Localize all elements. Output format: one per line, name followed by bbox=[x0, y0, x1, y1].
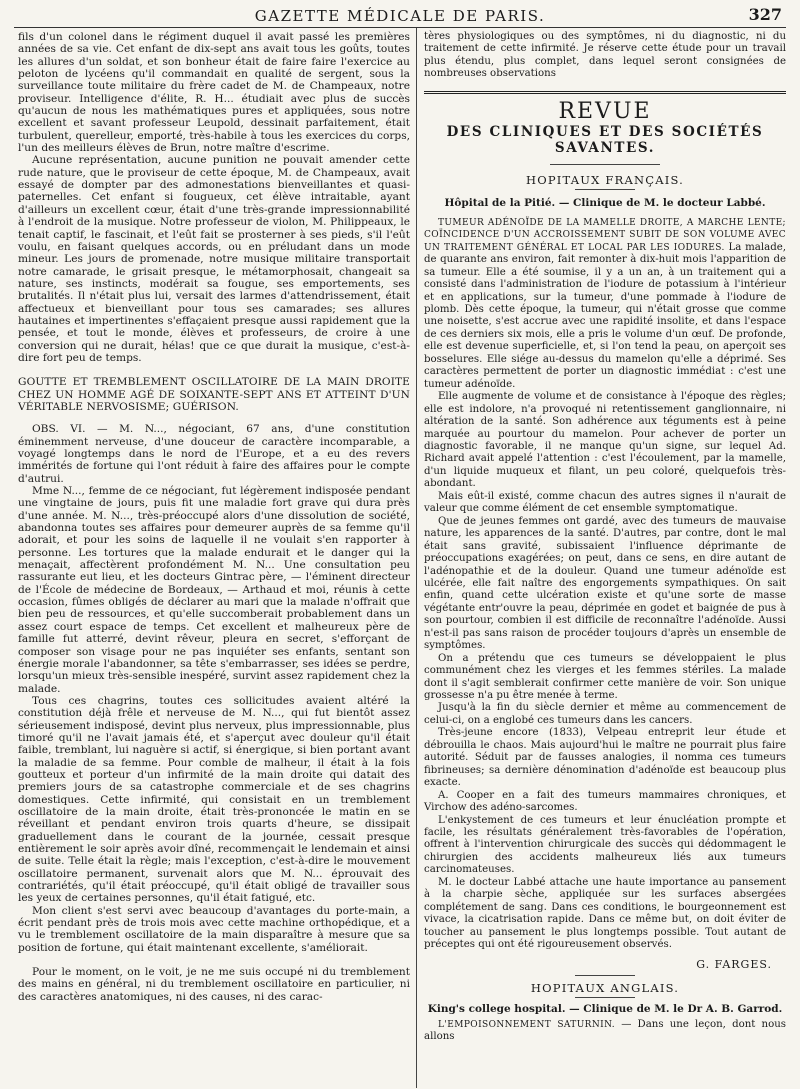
observation-paragraph: Mon client s'est servi avec beaucoup d'avantages du porte-main, a écrit pendant près de trois mois avec cette machine orthopédique, et a vu le tremblement oscillatoire de la main disparaître à mesure que sa position de fortune, qui était maintenant excellente, s'améliorait. bbox=[18, 904, 410, 954]
short-rule bbox=[575, 189, 635, 190]
paragraph: Que de jeunes femmes ont gardé, avec des tumeurs de mauvaise nature, les apparences de la santé. D'autres, par contre, dont le mal était sans gravité, subissaient l'influence déprimante de préoccupations exagérées; on peut, dans ce sens, en dire autant de l'adénopathie et de la douleur. Quand une tumeur adénoïde est ulcérée, elle fait naître des engorgements sympathiques. On sait enfin, quand cette ulcération existe et qu'une sorte de masse végétante entr'ouvre la peau, déprimée en godet et baignée de pus à son pourtour, combien il est difficile de reconnaître l'adénoïde. Aussi n'est-il pas sans raison de procéder toujours d'après un ensemble de symptômes. bbox=[424, 515, 786, 652]
paragraph: M. le docteur Labbé attache une haute importance au pansement à la charpie sèche, appliquée sur les surfaces absergées complétement de sang. Dans ces conditions, le bourgeonnement est vivace, la cicatrisation rapide. Dans ce même but, on doit éviter de toucher au pansement le plus longtemps possible. Tout autant de préceptes qui ont été rigoureusement observés. bbox=[424, 876, 786, 951]
paragraph: On a prétendu que ces tumeurs se développaient le plus communément chez les vierges et les femmes stériles. La malade dont il s'agit semblerait confirmer cette manière de voir. Son unique grossesse n'a pu être menée à terme. bbox=[424, 652, 786, 702]
paragraph: Aucune représentation, aucune punition ne pouvait amender cette rude nature, que le proviseur de cette époque, M. de Champeaux, avait essayé de dompter par des admonestations bienveillantes et quasi-paternelles. Cet enfant si fougueux, cet élève intraitable, ayant d'ailleurs un excellent cœur, était d'une très-grande impressionnabilité à l'endroit de la musique. Notre professeur de violon, M. Philippeaux, le tenait captif, le fascinait, et l'eût fait se prosterner à ses pieds, s'il l'eût voulu, en faisant quelques accords, ou en préludant dans un mode mineur. Les jours de promenade, notre musique militaire transportait notre camarade, le grisait presque, le métamorphosait, changeait sa nature, ses instincts, modérait sa fougue, ses emportements, ses brutalités. Il n'était plus lui, versait des larmes d'attendrissement, était affectueux et bienveillant pour tous ses camarades; ses allures hautaines et impertinentes s'effaçaient presque aussi rapidement que la pensée, et tout le monde, élèves et professeurs, de croire à une conversion qui ne durait, hélas! que ce que durait la musique, c'est-à-dire fort peu de temps. bbox=[18, 154, 410, 364]
author-signature: G. FARGES. bbox=[696, 957, 772, 971]
case-text: La malade, de quarante ans environ, fait remonter à dix-huit mois l'apparition de sa tumeur. Elle a été soumise, il y a un an, à un traitement qui a consisté dans l'administration de l'iodure de potassium à l'intérieur et en applications, sur la tumeur, d'une pommade à l'iodure de plomb. Dès cette époque, la tumeur, qui n'était grosse que comme une noisette, s'est accrue avec une rapidité insolite, et dans l'espace de ces derniers six mois, elle a pris le volume d'un œuf. De profonde, elle est devenue superficielle, et, si l'on tend la peau, on aperçoit ses bosselures. Elle siége au-dessus du mamelon qu'elle a déprimé. Ses caractères permettent de porter un diagnostic immédiat : c'est une tumeur adénoïde. bbox=[424, 241, 786, 390]
header-rule bbox=[14, 27, 786, 28]
page-header bbox=[14, 5, 786, 27]
revue-subtitle: DES CLINIQUES ET DES SOCIÉTÉS SAVANTES. bbox=[446, 123, 764, 156]
short-rule bbox=[575, 975, 635, 976]
observation-paragraph: OBS. VI. — M. N..., négociant, 67 ans, d'une constitution éminemment nerveuse, d'une douceur de caractère incomparable, a voyagé longtemps dans le nord de l'Europe, et a eu des revers immérités de fortune qui l'ont réduit à faire des affaires pour le compte d'autrui. bbox=[18, 423, 410, 485]
observation-heading: GOUTTE ET TREMBLEMENT OSCILLATOIRE DE LA MAIN DROITE CHEZ UN HOMME AGÉ DE SOIXANTE-SEPT ANS ET ATTEINT D'UN VÉRITABLE NERVOSISME; GUÉRISON. bbox=[18, 376, 410, 413]
case-paragraph bbox=[424, 217, 786, 391]
section-heading-english-hospitals: HOPITAUX ANGLAIS. bbox=[530, 980, 680, 995]
clinic-heading-pitie: Hôpital de la Pitié. — Clinique de M. le docteur Labbé. bbox=[444, 196, 766, 209]
paragraph: L'enkystement de ces tumeurs et leur énucléation prompte et facile, les résultats généralement très-favorables de l'opération, offrent à l'intervention chirurgicale des succès qui dédommagent le chirurgien des accidents malheureux liés aux tumeurs carcinomateuses. bbox=[424, 814, 786, 876]
clinic-heading-kings-college: King's college hospital. — Clinique de M. le Dr A. B. Garrod. bbox=[427, 1002, 783, 1015]
spacer bbox=[18, 954, 410, 966]
paragraph: tères physiologiques ou des symptômes, ni du diagnostic, ni du traitement de cette infirmité. Je réserve cette étude pour un travail plus étendu, plus complet, dans lequel seront consignées de nombreuses observations bbox=[424, 31, 786, 80]
right-column bbox=[424, 31, 786, 1043]
observation-paragraph: Pour le moment, on le voit, je ne me suis occupé ni du tremblement des mains en général, ni du tremblement oscillatoire en particulier, ni des caractères anatomiques, ni des causes, ni des carac- bbox=[18, 966, 410, 1003]
spacer bbox=[18, 364, 410, 376]
observation-paragraph: Tous ces chagrins, toutes ces sollicitudes avaient altéré la constitution déjà frêle et nerveuse de M. N..., qui fut bientôt assez sérieusement indisposé, devint plus nerveux, plus impressionnable, plus timoré qu'il ne l'avait jamais été, et s'aperçut avec douleur qu'il était faible, tremblant, lui naguère si actif, si énergique, si bien portant avant la maladie de sa femme. Pour comble de malheur, il était à la fois goutteux et porteur d'un infirmité de la main droite qui datait des premiers jours de sa catastrophe commerciale et de ses chagrins domestiques. Cette infirmité, qui consistait en un tremblement oscillatoire de la main droite, était très-prononcée le matin en se réveillant et pendant environ trois quarts d'heure, se dissipait graduellement dans le courant de la journée, cessait presque entièrement le soir après avoir dîné, recommençait le lendemain et ainsi de suite. Telle était la règle; mais l'exception, c'est-à-dire le mouvement oscillatoire permanent, survenait alors que M. N... éprouvait des contrariétés, qu'il était préoccupé, qu'il était obligé de travailler sous les yeux de certaines personnes, qu'il était fatigué, etc. bbox=[18, 694, 410, 905]
paragraph: A. Cooper en a fait des tumeurs mammaires chroniques, et Virchow des adéno-sarcomes. bbox=[424, 789, 786, 814]
paragraph: Mais eût-il existé, comme chacun des autres signes il n'aurait de valeur que comme élément de cet ensemble symptomatique. bbox=[424, 490, 786, 515]
journal-title: GAZETTE MÉDICALE DE PARIS. bbox=[254, 7, 546, 25]
paragraph: Jusqu'à la fin du siècle dernier et même au commencement de celui-ci, on a englobé ces tumeurs dans les cancers. bbox=[424, 702, 786, 726]
paragraph bbox=[424, 1019, 786, 1044]
spacer bbox=[18, 413, 410, 423]
short-rule bbox=[550, 164, 660, 165]
case-text: — Dans une leçon, dont nous allons bbox=[424, 1018, 787, 1042]
revue-title: REVUE bbox=[558, 98, 652, 124]
case-heading: TUMEUR ADÉNOÏDE DE LA MAMELLE DROITE, A MARCHE LENTE; COÏNCIDENCE D'UN ACCROISSEMENT SUBIT DE SON VOLUME AVEC UN TRAITEMENT GÉNÉRAL ET LOCAL PAR LES IODURES. bbox=[424, 217, 786, 253]
page-number: 327 bbox=[748, 5, 782, 24]
case-heading: L'EMPOISONNEMENT SATURNIN. bbox=[438, 1019, 616, 1030]
section-rule bbox=[424, 91, 786, 94]
paragraph: fils d'un colonel dans le régiment duquel il avait passé les premières années de sa vie. Cet enfant de dix-sept ans avait tous les goûts, toutes les allures d'un soldat, et son bonheur était de faire faire l'exercice au peloton de lycéens qu'il commandait en qualité de sergent, sous la surveillance toute militaire du frère cadet de M. de Champeaux, notre proviseur. Intelligence d'élite, R. H... étudiait avec plus de succès qu'aucun de nous les mathématiques pures et appliquées, sous notre excellent et savant professeur Leupold, dessinait parfaitement, était turbulent, querelleur, emporté, très-habile à tous les exercices du corps, l'un des meilleurs élèves de Brun, notre maître d'escrime. bbox=[18, 31, 410, 155]
short-rule bbox=[575, 997, 635, 998]
paragraph: Très-jeune encore (1833), Velpeau entreprit leur étude et débrouilla le chaos. Mais aujourd'hui le maître ne pourrait plus faire autorité. Séduit par de fausses analogies, il nomma ces tumeurs fibrineuses; sa dernière dénomination d'adénoïde est beaucoup plus exacte. bbox=[424, 727, 786, 789]
paragraph: Elle augmente de volume et de consistance à l'époque des règles; elle est indolore, n'a provoqué ni retentissement ganglionnaire, ni altération de la santé. Son adhérence aux téguments est à peine marquée au pourtour du mamelon. Pour achever de porter un diagnostic favorable, il ne manque qu'un signe, sur lequel Ad. Richard avait appelé l'attention : c'est l'écoulement, par la mamelle, d'un liquide muqueux et filant, un peu coloré, quelquefois très-abondant. bbox=[424, 391, 786, 490]
observation-paragraph: Mme N..., femme de ce négociant, fut légèrement indisposée pendant une vingtaine de jours, puis fit une maladie fort grave qui dura près d'une année. M. N..., très-préoccupé alors d'une dissolution de société, abandonna toutes ses affaires pour demeurer auprès de sa femme qu'il adorait, et pour les soins de laquelle il ne voulait s'en rapporter à personne. Les tortures que la malade endurait et le danger qui la menaçait, affectèrent profondément M. N... Une consultation peu rassurante eut lieu, et les docteurs Gintrac père, — l'éminent directeur de l'École de médecine de Bordeaux, — Arthaud et moi, réunis à cette occasion, fûmes obligés de déclarer au mari que la malade n'offrait que bien peu de ressources, et qu'elle succomberait probablement dans un assez court espace de temps. Cet excellent et malheureux père de famille fut atterré, devint rêveur, pleura en secret, s'efforçant de composer son visage pour ne pas inquiéter ses enfants, sentant son énergie morale l'abandonner, sa tête s'embarrasser, ses idées se perdre, lorsqu'un mieux très-sensible inespéré, survint assez rapidement chez la malade. bbox=[18, 485, 410, 695]
column-divider bbox=[416, 28, 417, 1088]
left-column bbox=[18, 31, 410, 1003]
section-heading-french-hospitals: HOPITAUX FRANÇAIS. bbox=[526, 172, 684, 187]
